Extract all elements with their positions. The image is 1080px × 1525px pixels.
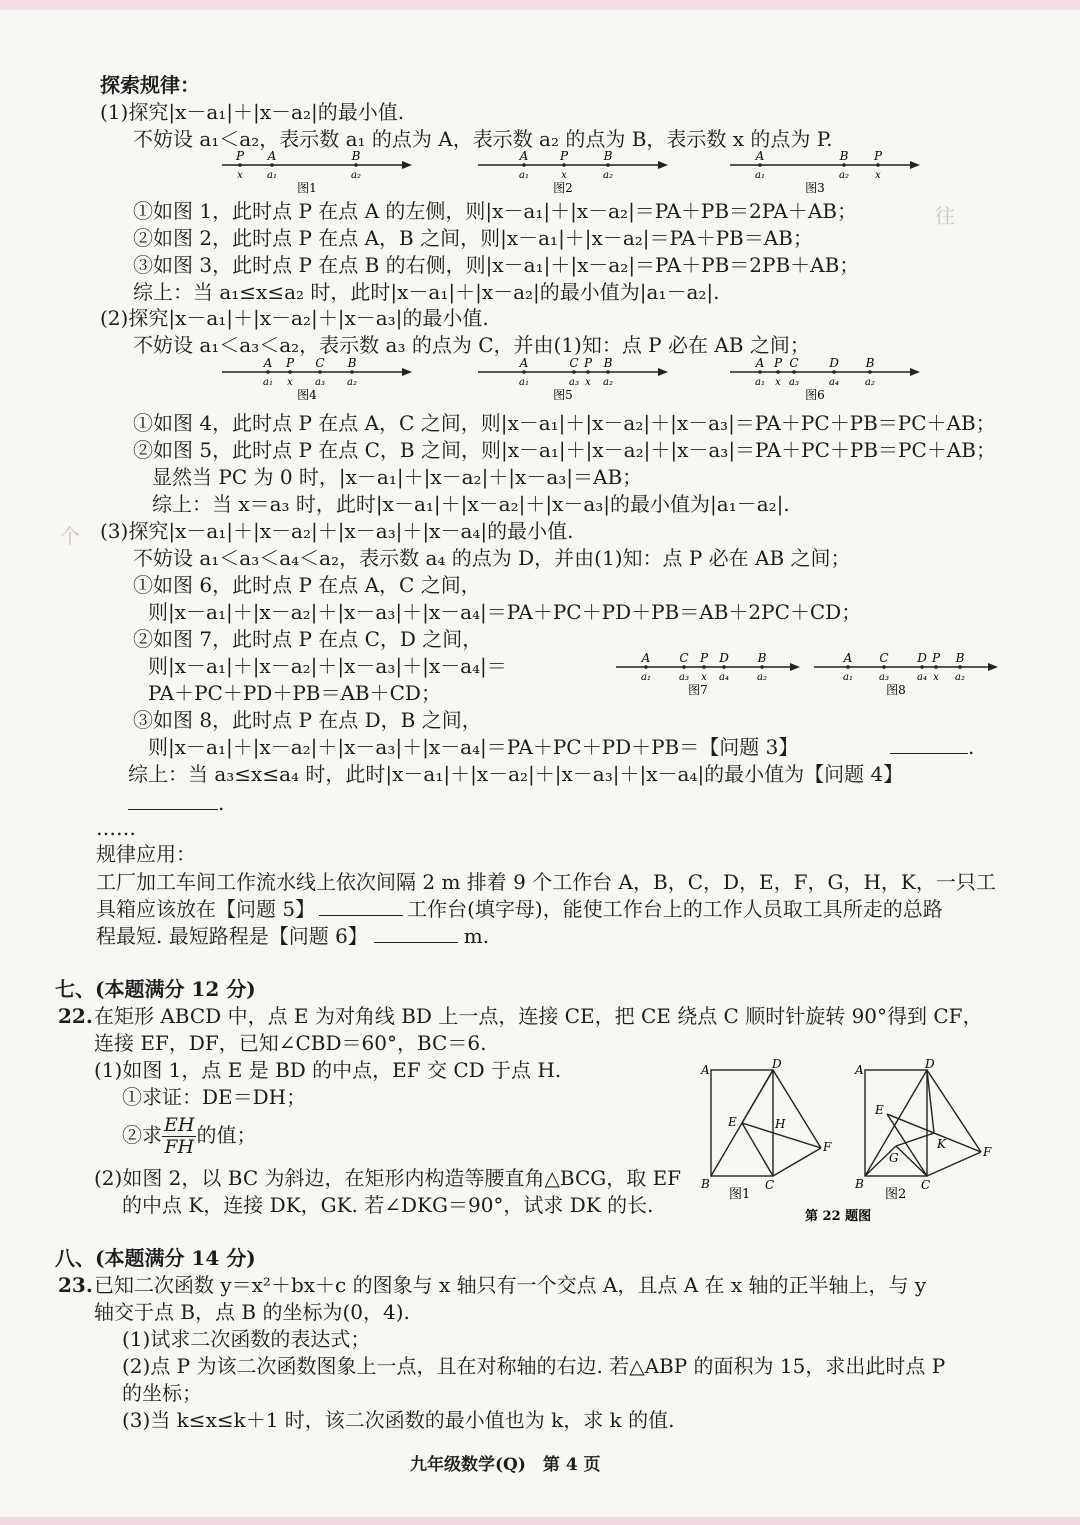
point-value-label: a₄ [719,672,729,683]
arrow-icon [910,161,920,169]
number-line-fig3 [730,148,920,196]
fig1-label-e: E [728,1115,737,1129]
q23-number: 23. [58,1273,93,1297]
apply-heading: 规律应用： [96,842,196,866]
point-value-label: a₁ [519,377,529,388]
point-value-label: a₃ [569,377,579,388]
number-line-point [350,370,354,374]
number-line-point [270,163,274,167]
part1-case1: ①如图 1，此时点 P 在点 A 的左侧，则|x－a₁|＋|x－a₂|＝PA＋PB＝2PA＋AB； [133,199,857,223]
number-line-fig1 [222,148,412,196]
point-value-label: a₂ [603,170,613,181]
point-label: C [679,651,689,665]
part3-case3a: ③如图 8，此时点 P 在点 D，B 之间， [133,708,482,732]
point-value-label: x [875,170,881,181]
q22-part1b-pre: ②求 [122,1123,162,1147]
part2-intro: 不妨设 a₁＜a₃＜a₂，表示数 a₃ 的点为 C，并由(1)知：点 P 必在 AB 之间； [133,333,810,357]
page-edge-bottom [0,1517,1080,1525]
point-label: B [603,149,613,163]
number-line-point [842,163,846,167]
number-line-point [776,370,780,374]
number-line-point [832,370,836,374]
figure-caption: 图4 [297,388,317,402]
number-line-point [522,163,526,167]
fig2-label-g: G [889,1151,899,1165]
point-label: A [755,356,765,370]
apply-line3 [96,923,489,949]
fig1-label-h: H [775,1117,786,1131]
point-label: C [879,651,889,665]
part2-title: (2)探究|x－a₁|＋|x－a₂|＋|x－a₃|的最小值. [100,306,489,330]
point-label: P [931,651,941,665]
point-value-label: a₃ [315,377,325,388]
point-value-label: a₁ [267,170,277,181]
number-line-fig4 [222,355,412,403]
point-value-label: a₂ [955,672,965,683]
point-value-label: a₃ [789,377,799,388]
apply-line2 [96,896,943,922]
fig7-svg [616,650,800,698]
point-value-label: a₁ [755,377,765,388]
q22-part2b: 的中点 K，连接 DK，GK. 若∠DKG＝90°，试求 DK 的长. [122,1193,654,1217]
number-line-point [958,665,962,669]
point-value-label: x [287,377,293,388]
figure-caption: 图8 [886,683,906,697]
question3-blank: . [890,734,974,760]
part1-case2: ②如图 2，此时点 P 在点 A，B 之间，则|x－a₁|＋|x－a₂|＝PA＋PB＝AB； [133,226,813,250]
apply-line3b: m. [463,924,490,948]
part3-case1b: 则|x－a₁|＋|x－a₂|＋|x－a₃|＋|x－a₄|＝PA＋PC＋PD＋PB＝AB＋2PC＋CD； [148,600,862,624]
point-label: B [603,356,613,370]
point-label: P [773,356,783,370]
number-line-point [522,370,526,374]
point-label: C [569,356,579,370]
fig3-svg [730,148,920,196]
point-value-label: a₃ [879,672,889,683]
number-line-point [760,665,764,669]
point-label: P [235,149,245,163]
fig2-label-f: F [983,1145,992,1159]
point-label: B [865,356,875,370]
number-line-point [846,665,850,669]
point-value-label: x [775,377,781,388]
number-line-fig5 [478,355,668,403]
number-line-point [934,665,938,669]
question5-blank [319,897,403,916]
point-label: P [583,356,593,370]
arrow-icon [790,663,800,671]
point-label: A [263,356,273,370]
arrow-icon [988,663,998,671]
fig2-label-a: A [855,1063,864,1077]
point-value-label: a₁ [843,672,853,683]
point-value-label: a₂ [603,377,613,388]
number-line-point [354,163,358,167]
point-label: A [519,356,529,370]
number-line-fig6 [730,355,920,403]
part3-title: (3)探究|x－a₁|＋|x－a₂|＋|x－a₃|＋|x－a₄|的最小值. [100,519,574,543]
fig8-svg [814,650,998,698]
point-value-label: a₂ [347,377,357,388]
part3-case1a: ①如图 6，此时点 P 在点 A，C 之间， [133,573,481,597]
number-line-point [758,370,762,374]
point-value-label: a₂ [865,377,875,388]
point-label: P [699,651,709,665]
point-value-label: x [561,170,567,181]
point-label: D [719,651,729,665]
number-line-point [702,665,706,669]
number-line-point [238,163,242,167]
number-line-point [722,665,726,669]
number-line-point [920,665,924,669]
number-line-point [266,370,270,374]
fig1-svg [222,148,412,196]
q22-fig-caption: 第 22 题图 [805,1209,872,1224]
q22-part1b-post: 的值； [196,1123,257,1147]
fraction-eh-fh [162,1115,196,1158]
part3-intro: 不妨设 a₁＜a₃＜a₄＜a₂，表示数 a₄ 的点为 D，并由(1)知：点 P 必在 AB 之间； [133,546,851,570]
part2-case2: ②如图 5，此时点 P 在点 C，B 之间，则|x－a₁|＋|x－a₂|＋|x－a₃|＝PA＋PC＋PB＝PC＋AB； [133,438,996,462]
point-label: D [829,356,839,370]
fig1-label-d: D [772,1057,782,1071]
fig1-caption: 图1 [729,1187,751,1202]
explore-heading: 探索规律： [100,73,200,97]
point-label: C [315,356,325,370]
question6-blank [374,924,458,943]
q23-part3: (3)当 k≤x≤k＋1 时，该二次函数的最小值也为 k，求 k 的值. [122,1408,675,1432]
fig4-svg [222,355,412,403]
fig1-label-f: F [823,1140,832,1154]
fig6-svg [730,355,920,403]
point-label: A [519,149,529,163]
fraction-denominator: FH [164,1136,195,1158]
sec8-heading: 八、(本题满分 14 分) [55,1246,256,1270]
number-line-point [606,370,610,374]
point-value-label: x [933,672,939,683]
q23-part1: (1)试求二次函数的表达式； [122,1327,371,1351]
arrow-icon [658,161,668,169]
point-value-label: a₁ [641,672,651,683]
point-label: B [757,651,767,665]
number-line-point [758,163,762,167]
point-value-label: a₁ [263,377,273,388]
number-line-point [876,163,880,167]
point-label: B [955,651,965,665]
apply-line3a: 程最短. 最短路程是【问题 6】 [96,924,368,948]
figure-caption: 图5 [553,388,573,402]
point-label: A [755,149,765,163]
point-value-label: x [585,377,591,388]
number-line-point [606,163,610,167]
figure-caption: 图3 [805,181,825,195]
number-line-point [586,370,590,374]
q22-part1b [122,1115,256,1158]
number-line-point [682,665,686,669]
q22-part2a: (2)如图 2，以 BC 为斜边，在矩形内构造等腰直角△BCG，取 EF [94,1166,682,1190]
point-value-label: a₂ [839,170,849,181]
part1-case3: ③如图 3，此时点 P 在点 B 的右侧，则|x－a₁|＋|x－a₂|＝PA＋PB＝2PB＋AB； [133,253,860,277]
sec7-heading: 七、(本题满分 12 分) [55,977,256,1001]
fig2-label-e: E [875,1103,884,1117]
page-edge-top [0,0,1080,10]
point-value-label: a₄ [829,377,839,388]
point-value-label: x [701,672,707,683]
point-value-label: x [237,170,243,181]
number-line-point [572,370,576,374]
bleed-through-text: 往 [935,204,955,228]
point-label: D [917,651,927,665]
number-line-point [562,163,566,167]
fig2-svg [478,148,668,196]
point-value-label: a₁ [519,170,529,181]
point-value-label: a₂ [351,170,361,181]
number-line-point [318,370,322,374]
point-label: B [839,149,849,163]
fig1-label-b: B [701,1177,710,1191]
point-label: C [789,356,799,370]
number-line-point [792,370,796,374]
figure-caption: 图2 [553,181,573,195]
number-line-point [644,665,648,669]
fig1-label-c: C [765,1178,775,1192]
part3-summary: 综上：当 a₃≤x≤a₄ 时，此时|x－a₁|＋|x－a₂|＋|x－a₃|＋|x－a₄|的最小值为【问题 4】 [128,762,904,786]
part3-case3b: 则|x－a₁|＋|x－a₂|＋|x－a₃|＋|x－a₄|＝PA＋PC＋PD＋PB＝【问题 3】 [148,735,799,759]
arrow-icon [658,368,668,376]
point-label: A [843,651,853,665]
page-footer: 九年级数学(Q) 第 4 页 [410,1455,601,1475]
part2-case1: ①如图 4，此时点 P 在点 A，C 之间，则|x－a₁|＋|x－a₂|＋|x－a₃|＝PA＋PC＋PB＝PC＋AB； [133,411,996,435]
point-value-label: a₄ [917,672,927,683]
number-line-point [288,370,292,374]
arrow-icon [402,161,412,169]
q23-line2: 轴交于点 B，点 B 的坐标为(0，4). [94,1300,410,1324]
point-label: P [285,356,295,370]
number-line-fig8 [814,650,998,698]
bleed-through-text: 个 [60,524,80,548]
fig2-label-d: D [925,1057,935,1071]
number-line-fig7 [616,650,800,698]
fig5-svg [478,355,668,403]
q22-number: 22. [58,1004,93,1028]
part1-title: (1)探究|x－a₁|＋|x－a₂|的最小值. [100,100,405,124]
part1-intro: 不妨设 a₁＜a₂，表示数 a₁ 的点为 A，表示数 a₂ 的点为 B，表示数 x 的点为 P. [133,127,833,151]
q23-line1: 已知二次函数 y＝x²＋bx＋c 的图象与 x 轴只有一个交点 A，且点 A 在 x 轴的正半轴上，与 y [94,1273,927,1297]
question4-blank: . [128,790,224,816]
figure-caption: 图7 [688,683,708,697]
point-label: P [559,149,569,163]
figure-caption: 图1 [297,181,317,195]
fig2-label-b: B [855,1177,864,1191]
point-label: A [267,149,277,163]
q22-part1a: ①求证：DE＝DH； [122,1085,307,1109]
q22-line2: 连接 EF，DF，已知∠CBD＝60°，BC＝6. [94,1031,487,1055]
part2-summary: 综上：当 x＝a₃ 时，此时|x－a₁|＋|x－a₂|＋|x－a₃|的最小值为|a₁－a₂|. [152,492,790,516]
part2-note: 显然当 PC 为 0 时，|x－a₁|＋|x－a₂|＋|x－a₃|＝AB； [152,465,643,489]
part3-case2c: PA＋PC＋PD＋PB＝AB＋CD； [148,681,441,705]
part1-summary: 综上：当 a₁≤x≤a₂ 时，此时|x－a₁|＋|x－a₂|的最小值为|a₁－a₂|. [133,280,720,304]
number-line-point [868,370,872,374]
fig1-label-a: A [701,1063,710,1077]
fig2-label-c: C [921,1178,931,1192]
point-label: A [641,651,651,665]
arrow-icon [910,368,920,376]
point-label: P [873,149,883,163]
part3-case2b: 则|x－a₁|＋|x－a₂|＋|x－a₃|＋|x－a₄|＝ [148,654,507,678]
q22-part1: (1)如图 1，点 E 是 BD 的中点，EF 交 CD 于点 H. [94,1058,562,1082]
fraction-numerator: EH [164,1114,195,1136]
arrow-icon [402,368,412,376]
apply-line1: 工厂加工车间工作流水线上依次间隔 2 m 排着 9 个工作台 A，B，C，D，E，F，G，H，K，一只工 [96,870,996,894]
point-label: B [347,356,357,370]
apply-line2b: 工作台(填字母)，能使工作台上的工作人员取工具所走的总路 [407,897,943,921]
q22-fig2-diagram [865,1070,981,1176]
q23-part2a: (2)点 P 为该二次函数图象上一点，且在对称轴的右边. 若△ABP 的面积为 15，求出此时点 P [122,1354,946,1378]
q23-part2b: 的坐标； [122,1381,202,1405]
point-value-label: a₂ [757,672,767,683]
ellipsis: …… [96,816,136,840]
fig2-label-k: K [937,1137,946,1151]
number-line-fig2 [478,148,668,196]
point-label: B [351,149,361,163]
q22-figure [695,1052,1025,1227]
apply-line2a: 具箱应该放在【问题 5】 [96,897,316,921]
point-value-label: a₁ [755,170,765,181]
number-line-point [882,665,886,669]
figure-caption: 图6 [805,388,825,402]
point-value-label: a₃ [679,672,689,683]
fig2-caption: 图2 [885,1187,907,1202]
q22-line1: 在矩形 ABCD 中，点 E 为对角线 BD 上一点，连接 CE，把 CE 绕点 C 顺时针旋转 90°得到 CF， [94,1004,983,1028]
part3-case2a: ②如图 7，此时点 P 在点 C，D 之间， [133,627,483,651]
